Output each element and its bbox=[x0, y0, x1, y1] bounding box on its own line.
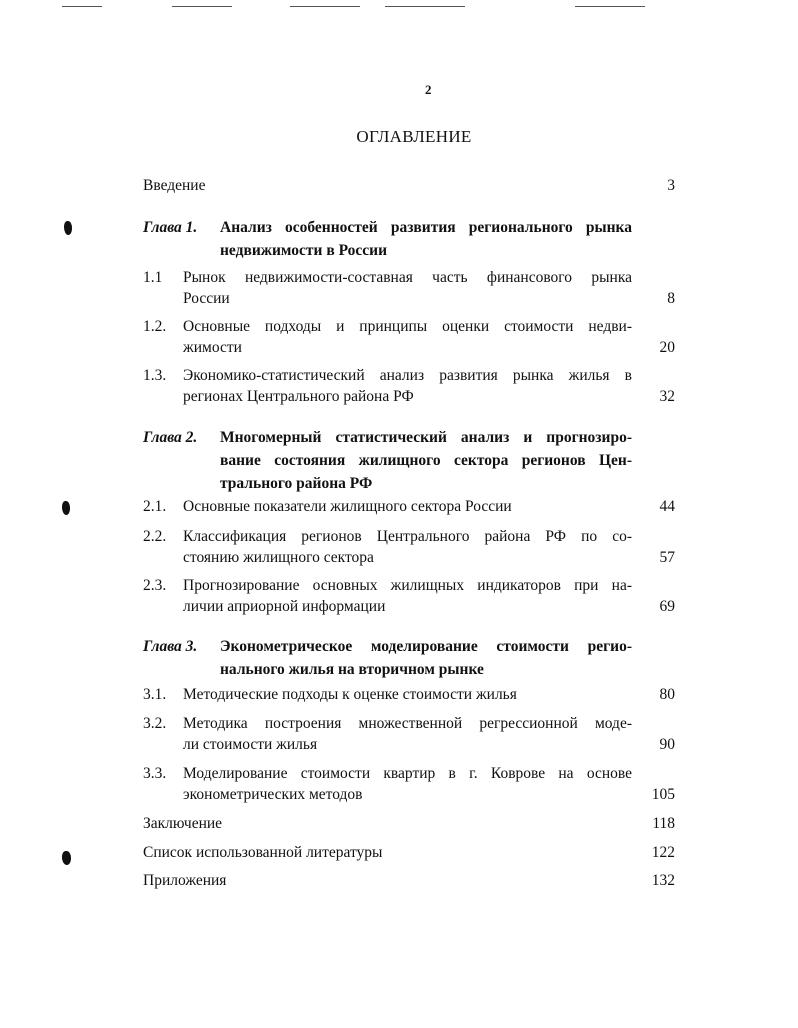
page-ref: 90 bbox=[659, 735, 675, 753]
section-title-line[interactable]: Основные показатели жилищного сектора России bbox=[183, 498, 512, 515]
chapter-title-line[interactable]: Многомерный статистический анализ и прогнозиро- bbox=[220, 429, 632, 446]
section-title-line[interactable]: Моделирование стоимости квартир в г. Коврове на основе bbox=[183, 765, 632, 782]
page-ref: 122 bbox=[651, 844, 675, 861]
scan-artifact bbox=[385, 6, 465, 7]
section-title-line[interactable]: ли стоимости жилья bbox=[183, 735, 318, 753]
section-number: 1.2. bbox=[143, 318, 167, 335]
section-number: 3.2. bbox=[143, 715, 167, 732]
plain-title-line[interactable]: Введение bbox=[143, 177, 206, 194]
section-title-line[interactable]: России bbox=[183, 289, 230, 307]
section-number: 1.1 bbox=[143, 269, 163, 286]
chapter-title-line[interactable]: Анализ особенностей развития регионального рынка bbox=[220, 219, 632, 236]
page-ref: 32 bbox=[659, 387, 675, 405]
page-ref: 132 bbox=[651, 872, 675, 889]
section-number: 2.1. bbox=[143, 498, 167, 515]
section-title-line[interactable]: регионах Центрального района РФ bbox=[183, 387, 414, 405]
section-number: 3.1. bbox=[143, 686, 167, 703]
section-title-line[interactable]: Методические подходы к оценке стоимости жилья bbox=[183, 686, 517, 703]
section-number: 2.2. bbox=[143, 528, 167, 545]
page-ref: 44 bbox=[659, 498, 675, 515]
scan-artifact bbox=[172, 6, 232, 7]
section-number: 2.3. bbox=[143, 577, 167, 594]
section-title-line[interactable]: Классификация регионов Центрального района РФ по со- bbox=[183, 528, 632, 545]
page-ref: 118 bbox=[652, 815, 675, 832]
plain-title-line[interactable]: Заключение bbox=[143, 815, 223, 832]
chapter-label: Глава 1. bbox=[143, 219, 198, 236]
punch-mark bbox=[62, 851, 71, 865]
scan-artifact bbox=[575, 6, 645, 7]
section-title-line[interactable]: Прогнозирование основных жилищных индикаторов при на- bbox=[183, 577, 632, 594]
section-title-line[interactable]: Основные подходы и принципы оценки стоимости недви- bbox=[183, 318, 632, 335]
section-title-line[interactable]: Экономико-статистический анализ развития рынка жилья в bbox=[183, 367, 632, 384]
page-ref: 57 bbox=[659, 548, 675, 566]
punch-mark bbox=[62, 501, 70, 515]
page-ref: 69 bbox=[659, 597, 675, 615]
page-ref: 8 bbox=[667, 289, 675, 307]
section-title-line[interactable]: жимости bbox=[183, 338, 242, 356]
punch-mark bbox=[64, 221, 72, 235]
page-ref: 80 bbox=[659, 686, 675, 703]
chapter-label: Глава 2. bbox=[143, 429, 198, 446]
plain-title-line[interactable]: Приложения bbox=[143, 872, 227, 889]
section-number: 3.3. bbox=[143, 765, 167, 782]
chapter-title-line[interactable]: нального жилья на вторичном рынке bbox=[220, 661, 484, 678]
chapter-title-line[interactable]: Эконометрическое моделирование стоимости регио- bbox=[220, 638, 632, 655]
plain-title-line[interactable]: Список использованной литературы bbox=[143, 844, 383, 861]
section-title-line[interactable]: Рынок недвижимости-составная часть финансового рынка bbox=[183, 269, 632, 286]
chapter-title-line[interactable]: недвижимости в России bbox=[220, 242, 388, 259]
page-ref: 3 bbox=[667, 177, 675, 194]
chapter-label: Глава 3. bbox=[143, 638, 198, 655]
page-ref: 20 bbox=[659, 338, 675, 356]
chapter-title-line[interactable]: вание состояния жилищного сектора регионов Цен- bbox=[220, 452, 632, 469]
page-number: 2 bbox=[425, 82, 432, 97]
section-title-line[interactable]: стоянию жилищного сектора bbox=[183, 548, 374, 566]
chapter-title-line[interactable]: трального района РФ bbox=[220, 475, 373, 492]
section-title-line[interactable]: Методика построения множественной регрессионной моде- bbox=[183, 715, 632, 732]
toc-title: ОГЛАВЛЕНИЕ bbox=[356, 127, 472, 146]
section-title-line[interactable]: личии априорной информации bbox=[183, 597, 386, 615]
section-number: 1.3. bbox=[143, 367, 167, 384]
page-ref: 105 bbox=[651, 785, 675, 803]
scan-artifact bbox=[62, 6, 102, 7]
scan-artifact bbox=[290, 6, 360, 7]
section-title-line[interactable]: эконометрических методов bbox=[183, 785, 363, 803]
